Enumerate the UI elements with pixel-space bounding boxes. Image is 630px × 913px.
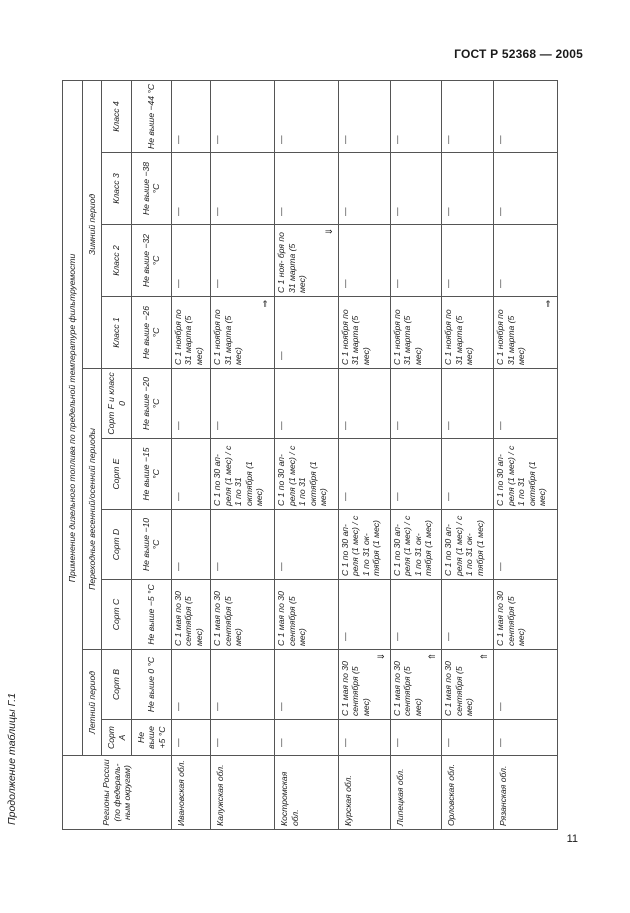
cell-text: — <box>212 702 223 711</box>
cell-text: — <box>339 279 350 288</box>
header-limit: Не выше 0 °С <box>132 650 172 720</box>
data-cell <box>338 369 390 439</box>
table-row <box>338 80 390 829</box>
cell-text: — <box>391 492 402 501</box>
header-grade: Класс 1 <box>102 297 132 369</box>
region-cell: Курская обл. <box>338 756 390 830</box>
table-row <box>211 80 275 829</box>
data-cell <box>338 80 390 152</box>
data-cell <box>275 580 339 650</box>
cell-text: С 1 по 30 ап- реля (1 мес) / с 1 по 31 октября (1 мес) <box>495 445 548 506</box>
table-row <box>442 80 494 829</box>
data-cell <box>171 369 211 439</box>
cell-text: — <box>276 207 287 216</box>
cell-text: — <box>172 702 183 711</box>
data-cell <box>171 297 211 369</box>
cell-text: — <box>276 738 287 747</box>
data-cell <box>338 153 390 225</box>
arrow-icon: ⇒ <box>260 300 271 308</box>
header-grade: Класс 4 <box>102 80 132 152</box>
data-cell <box>338 297 390 369</box>
data-cell <box>494 80 558 152</box>
arrow-icon: ⇑ <box>427 653 438 661</box>
cell-text: — <box>443 421 454 430</box>
arrow-icon: ⇓ <box>375 653 386 661</box>
cell-text: — <box>212 207 223 216</box>
cell-text: — <box>172 207 183 216</box>
data-cell <box>275 369 339 439</box>
header-limit: Не выше −32 °С <box>132 225 172 297</box>
cell-text: С 1 ноября по 31 марта (5 мес) <box>172 309 204 365</box>
cell-text: — <box>391 207 402 216</box>
data-cell <box>390 80 442 152</box>
cell-text: — <box>391 738 402 747</box>
cell-text: — <box>443 738 454 747</box>
cell-text: — <box>212 421 223 430</box>
data-cell <box>494 439 558 510</box>
header-grade: Сорт A <box>102 720 132 756</box>
data-cell <box>171 439 211 510</box>
header-transition-period: Переходные весенний/осенний периоды <box>82 369 102 650</box>
cell-text: — <box>172 738 183 747</box>
data-cell <box>171 510 211 580</box>
region-cell: Калужская обл. <box>211 756 275 830</box>
cell-text: С 1 ноября по 31 марта (5 мес) <box>212 309 244 365</box>
data-cell <box>390 720 442 756</box>
header-application: Применение дизельного топлива по предельной температуре фильтруемости <box>63 80 83 755</box>
cell-text: С 1 по 30 ап- реля (1 мес) / с 1 по 31 ок- тября (1 мес) <box>391 515 434 576</box>
cell-text: С 1 ноября по 31 марта (5 мес) <box>339 309 371 365</box>
data-cell <box>211 369 275 439</box>
cell-text: С 1 мая по 30 сентября (5 мес) <box>276 591 308 646</box>
cell-text: С 1 ноября по 31 марта (5 мес) <box>495 309 527 365</box>
data-cell <box>275 510 339 580</box>
data-cell <box>275 297 339 369</box>
data-cell <box>390 297 442 369</box>
data-cell <box>171 580 211 650</box>
cell-text: — <box>391 279 402 288</box>
cell-text: — <box>172 135 183 144</box>
cell-text: С 1 по 30 ап- реля (1 мес) / с 1 по 31 октября (1 мес) <box>276 445 329 506</box>
data-cell <box>442 80 494 152</box>
page-number: 11 <box>566 833 578 845</box>
cell-text: — <box>172 562 183 571</box>
cell-text: — <box>391 421 402 430</box>
header-grade: Сорт F и класс 0 <box>102 369 132 439</box>
header-limit: Не выше −10 °С <box>132 510 172 580</box>
cell-text: С 1 ноября по 31 марта (5 мес) <box>391 309 423 365</box>
data-cell <box>338 225 390 297</box>
header-limit: Не выше −26 °С <box>132 297 172 369</box>
cell-text: — <box>443 135 454 144</box>
cell-text: С 1 мая по 30 сентября (5 мес) <box>172 591 204 646</box>
cell-text: — <box>495 738 506 747</box>
table-row <box>171 80 211 829</box>
data-cell <box>275 225 339 297</box>
header-summer-period: Летний период <box>82 650 102 756</box>
data-cell <box>494 225 558 297</box>
cell-text: С 1 ноя- бря по 31 марта (5 мес) <box>276 232 308 293</box>
data-cell <box>211 297 275 369</box>
cell-text: — <box>443 279 454 288</box>
cell-text: — <box>172 492 183 501</box>
data-cell <box>171 225 211 297</box>
data-cell <box>338 720 390 756</box>
data-cell <box>211 439 275 510</box>
data-cell <box>211 225 275 297</box>
data-cell <box>390 510 442 580</box>
data-cell <box>390 650 442 720</box>
cell-text: С 1 по 30 ап- реля (1 мес) / с 1 по 31 ок- тября (1 мес) <box>443 515 485 576</box>
cell-text: — <box>339 738 350 747</box>
cell-text: — <box>276 351 287 360</box>
cell-text: — <box>443 207 454 216</box>
data-cell <box>171 80 211 152</box>
region-cell: Липецкая обл. <box>390 756 442 830</box>
data-cell <box>275 153 339 225</box>
data-cell <box>211 580 275 650</box>
header-limit: Не выше −15 °С <box>132 439 172 510</box>
header-grade: Сорт C <box>102 580 132 650</box>
data-cell <box>494 297 558 369</box>
header-limit: Не выше +5 °С <box>132 720 172 756</box>
cell-text: С 1 по 30 ап- реля (1 мес) / с 1 по 31 ок- тября (1 мес) <box>339 515 382 576</box>
cell-text: С 1 мая по 30 сентября (5 мес) <box>495 591 527 646</box>
data-cell <box>442 650 494 720</box>
cell-text: — <box>339 135 350 144</box>
region-cell: Ивановская обл. <box>171 756 211 830</box>
cell-text: — <box>495 421 506 430</box>
data-cell <box>442 720 494 756</box>
data-cell <box>171 153 211 225</box>
data-cell <box>338 650 390 720</box>
table-caption: Продолжение таблицы Г.1 <box>6 692 18 825</box>
data-cell <box>390 225 442 297</box>
data-cell <box>338 439 390 510</box>
cell-text: — <box>495 702 506 711</box>
header-limit: Не выше −38 °С <box>132 153 172 225</box>
header-grade: Сорт D <box>102 510 132 580</box>
data-cell <box>494 720 558 756</box>
cell-text: — <box>276 421 287 430</box>
cell-text: — <box>212 738 223 747</box>
cell-text: — <box>495 207 506 216</box>
data-cell <box>494 153 558 225</box>
data-cell <box>390 153 442 225</box>
header-winter-period: Зимний период <box>82 80 102 368</box>
cell-text: — <box>339 207 350 216</box>
data-cell <box>442 297 494 369</box>
cell-text: — <box>495 279 506 288</box>
data-cell <box>442 369 494 439</box>
header-limit: Не выше −5 °С <box>132 580 172 650</box>
cell-text: — <box>339 492 350 501</box>
table-row <box>390 80 442 829</box>
cell-text: С 1 по 30 ап- реля (1 мес) / с 1 по 31 октября (1 мес) <box>212 445 265 506</box>
data-cell <box>494 510 558 580</box>
cell-text: — <box>391 135 402 144</box>
cell-text: — <box>212 135 223 144</box>
cell-text: — <box>443 492 454 501</box>
data-cell <box>442 225 494 297</box>
data-cell <box>211 720 275 756</box>
data-cell <box>442 510 494 580</box>
data-cell <box>275 650 339 720</box>
arrow-icon: ⇑ <box>479 653 490 661</box>
cell-text: — <box>339 421 350 430</box>
data-cell <box>442 153 494 225</box>
cell-text: — <box>276 702 287 711</box>
data-cell <box>494 369 558 439</box>
data-cell <box>338 580 390 650</box>
region-cell: Костромская обл. <box>275 756 339 830</box>
data-cell <box>275 720 339 756</box>
cell-text: — <box>276 562 287 571</box>
cell-text: С 1 мая по 30 сентября (5 мес) <box>212 591 244 646</box>
data-cell <box>494 650 558 720</box>
region-cell: Рязанская обл. <box>494 756 558 830</box>
cell-text: — <box>172 279 183 288</box>
data-cell <box>494 580 558 650</box>
cell-text: С 1 мая по 30 сентября (5 мес) <box>339 661 371 716</box>
cell-text: — <box>212 562 223 571</box>
header-limit: Не выше −44 °С <box>132 80 172 152</box>
cell-text: — <box>391 632 402 641</box>
header-grade: Класс 3 <box>102 153 132 225</box>
data-cell <box>211 153 275 225</box>
rotated-table-wrapper <box>62 81 558 830</box>
cell-text: — <box>276 135 287 144</box>
arrow-icon: ⇓ <box>324 228 335 236</box>
table-row <box>275 80 339 829</box>
cell-text: — <box>495 135 506 144</box>
cell-text: — <box>212 279 223 288</box>
data-cell <box>275 80 339 152</box>
data-cell <box>390 580 442 650</box>
header-grade: Класс 2 <box>102 225 132 297</box>
data-cell <box>171 650 211 720</box>
data-cell <box>390 369 442 439</box>
data-cell <box>275 439 339 510</box>
table-row <box>494 80 558 829</box>
arrow-icon: ⇒ <box>543 300 554 308</box>
header-grade: Сорт B <box>102 650 132 720</box>
data-cell <box>211 510 275 580</box>
data-cell <box>211 80 275 152</box>
header-grade: Сорт E <box>102 439 132 510</box>
cell-text: — <box>495 562 506 571</box>
cell-text: — <box>339 632 350 641</box>
header-limit: Не выше −20 °С <box>132 369 172 439</box>
cell-text: С 1 мая по 30 сентября (5 мес) <box>443 661 475 716</box>
data-cell <box>390 439 442 510</box>
data-cell <box>442 580 494 650</box>
cell-text: С 1 мая по 30 сентября (5 мес) <box>391 661 423 716</box>
data-cell <box>211 650 275 720</box>
cell-text: С 1 ноября по 31 марта (5 мес) <box>443 309 475 365</box>
cell-text: — <box>172 421 183 430</box>
data-cell <box>442 439 494 510</box>
data-cell <box>171 720 211 756</box>
fuel-table <box>62 80 558 830</box>
standard-header: ГОСТ Р 52368 — 2005 <box>454 47 583 61</box>
region-cell: Орловская обл. <box>442 756 494 830</box>
header-region: Регионы России (по федераль- ным округам) <box>63 756 172 830</box>
data-cell <box>338 510 390 580</box>
cell-text: — <box>443 632 454 641</box>
